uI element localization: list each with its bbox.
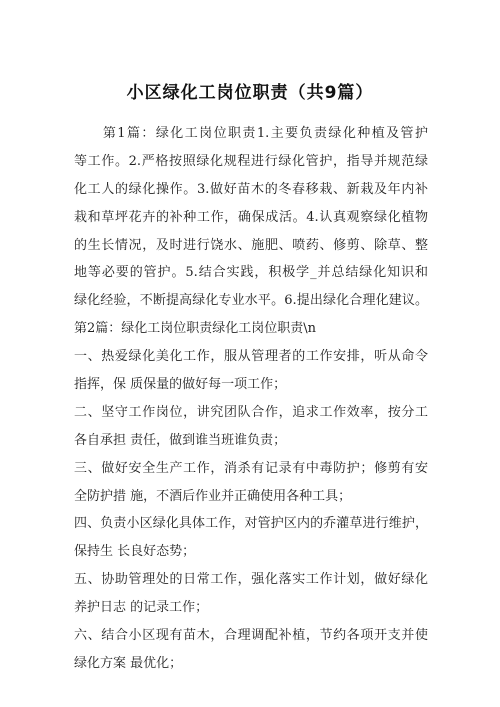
body-line: 一、热爱绿化美化工作，服从管理者的工作安排，听从命令 xyxy=(74,349,428,365)
page-title: 小区绿化工岗位职责（共9篇） xyxy=(126,83,374,103)
body-line: 栽和草坪花卉的补种工作，确保成活。4.认真观察绿化植物 xyxy=(74,209,428,225)
body-line: 五、协助管理处的日常工作，强化落实工作计划，做好绿化 xyxy=(74,572,428,588)
body-line: 地等必要的管护。5.结合实践，积极学_并总结绿化知识和 xyxy=(74,265,428,281)
body-line: 各自承担 责任，做到谁当班谁负责； xyxy=(74,432,287,448)
body-line: 全防护措 施，不酒后作业并正确使用各种工具； xyxy=(74,488,352,504)
body-line: 三、做好安全生产工作，消杀有记录有中毒防护；修剪有安 xyxy=(74,460,428,476)
body-line: 四、负责小区绿化具体工作，对管护区内的乔灌草进行维护， xyxy=(74,516,428,532)
body-line: 等工作。2.严格按照绿化规程进行绿化管护，指导并规范绿 xyxy=(74,153,428,169)
body-line: 第1篇：绿化工岗位职责1.主要负责绿化种植及管护 xyxy=(74,126,428,141)
body-line: 的生长情况，及时进行饶水、施肥、喷药、修剪、除草、整 xyxy=(74,237,428,253)
body-line: 养护日志 的记录工作； xyxy=(74,600,209,616)
body-line: 化工人的绿化操作。3.做好苗木的冬春移栽、新栽及年内补 xyxy=(74,181,428,197)
body-line: 二、坚守工作岗位，讲究团队合作，追求工作效率，按分工 xyxy=(74,404,428,420)
document-body xyxy=(74,120,428,678)
body-line: 保持生 长良好态势； xyxy=(74,544,196,560)
body-line: 第2篇：绿化工岗位职责绿化工岗位职责\n xyxy=(74,321,317,337)
body-line: 绿化经验，不断提高绿化专业水平。6.提出绿化合理化建议。 xyxy=(74,293,428,309)
body-line: 绿化方案 最优化； xyxy=(74,655,183,671)
body-line: 六、结合小区现有苗木，合理调配补植，节约各项开支并使 xyxy=(74,628,428,644)
body-line: 指挥，保 质保量的做好每一项工作； xyxy=(74,377,287,393)
